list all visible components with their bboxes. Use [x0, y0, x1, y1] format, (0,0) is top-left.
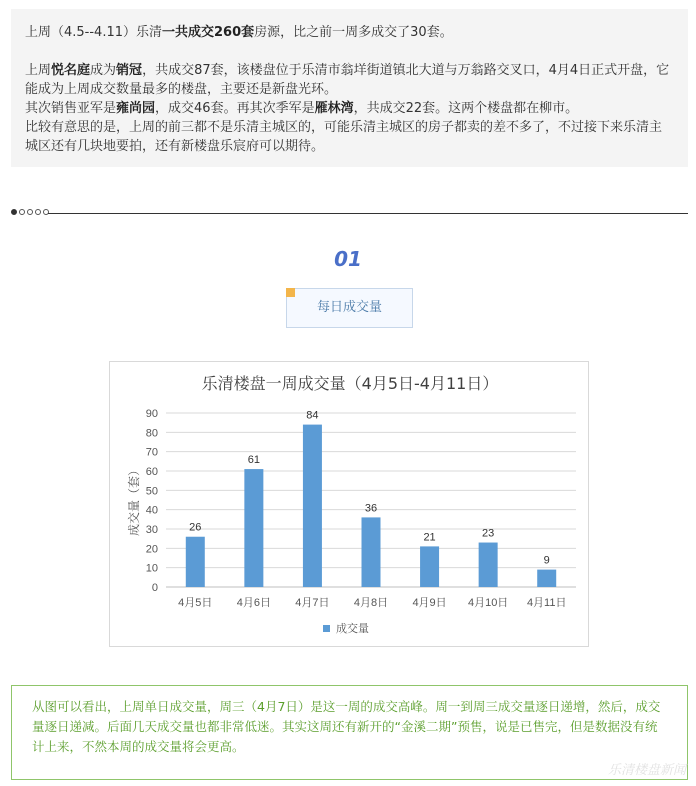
chart-title: 乐清楼盘一周成交量（4月5日-4月11日）: [201, 374, 499, 393]
section-number: 01: [334, 247, 362, 271]
bar: [362, 517, 381, 587]
bar: [244, 469, 263, 587]
data-label: 36: [364, 502, 378, 515]
data-label: 26: [189, 521, 202, 534]
y-tick-label: 0: [151, 582, 158, 594]
intro-paragraph-champion: 上周悦名庭成为销冠，共成交87套，该楼盘位于乐清市翁垟街道镇北大道与万翁路交叉口，4月4日正式开盘，它能成为上周成交数量最多的楼盘，主要还是新盘光环。: [25, 63, 670, 97]
y-tick-label: 70: [145, 446, 158, 459]
y-tick-label: 80: [145, 427, 158, 440]
summary-text: 从图可以看出，上周单日成交量，周三（4月7日）是这一周的成交高峰。周一到周三成交量逐日递增，然后，成交量逐日递减。后面几天成交量也都非常低迷。其实这周还有新开的“金溪二期”预售，说是已售完，但是数据没有统计上来，不然本周的成交量将会更高。: [32, 699, 661, 754]
bar: [479, 543, 498, 587]
data-label: 9: [543, 554, 550, 567]
x-tick-label: 4月10日: [467, 597, 509, 609]
intro-panel: [11, 9, 688, 167]
data-label: 21: [423, 531, 436, 544]
section-divider: [11, 208, 688, 222]
y-tick-label: 60: [145, 466, 158, 478]
legend-label: 成交量: [336, 622, 369, 635]
bar: [420, 546, 439, 587]
x-tick-label: 4月6日: [236, 597, 271, 609]
intro-line-total: 上周（4.5--4.11）乐清一共成交260套房源，比之前一周多成交了30套。: [25, 25, 453, 40]
bar: [186, 537, 205, 587]
x-tick-label: 4月7日: [295, 597, 330, 609]
bar-chart: [109, 361, 589, 647]
section-title-box: [286, 288, 413, 328]
y-tick-label: 10: [145, 562, 158, 575]
y-tick-label: 20: [145, 543, 158, 556]
intro-paragraph-runner-up: 其次销售亚军是雍尚园，成交46套。再其次季军是雁林湾，共成交22套。这两个楼盘都在柳市。: [25, 101, 579, 116]
data-label: 23: [482, 527, 495, 540]
intro-paragraph-observation: 比较有意思的是，上周的前三都不是乐清主城区的，可能乐清主城区的房子都卖的差不多了，不过接下来乐清主城区还有几块地要拍，还有新楼盘乐宸府可以期待。: [25, 120, 663, 154]
section-title: 每日成交量: [316, 300, 382, 315]
summary-box: [11, 685, 688, 780]
x-tick-label: 4月9日: [412, 597, 447, 609]
x-tick-label: 4月8日: [353, 597, 389, 609]
legend-swatch: [323, 625, 330, 632]
x-tick-label: 4月11日: [526, 597, 567, 609]
data-label: 84: [306, 409, 319, 422]
bar: [303, 425, 322, 587]
corner-accent: [286, 288, 295, 297]
bar: [537, 570, 556, 587]
x-tick-label: 4月5日: [178, 597, 213, 609]
y-tick-label: 50: [145, 485, 158, 498]
y-tick-label: 40: [145, 504, 158, 517]
data-label: 61: [247, 454, 260, 467]
y-tick-label: 30: [145, 524, 158, 536]
divider-dots: [11, 209, 49, 215]
y-axis-label: 成交量（套）: [127, 463, 141, 537]
chart-canvas: [110, 362, 590, 648]
y-tick-label: 90: [145, 408, 158, 420]
watermark: 乐清楼盘新闻: [607, 763, 686, 778]
